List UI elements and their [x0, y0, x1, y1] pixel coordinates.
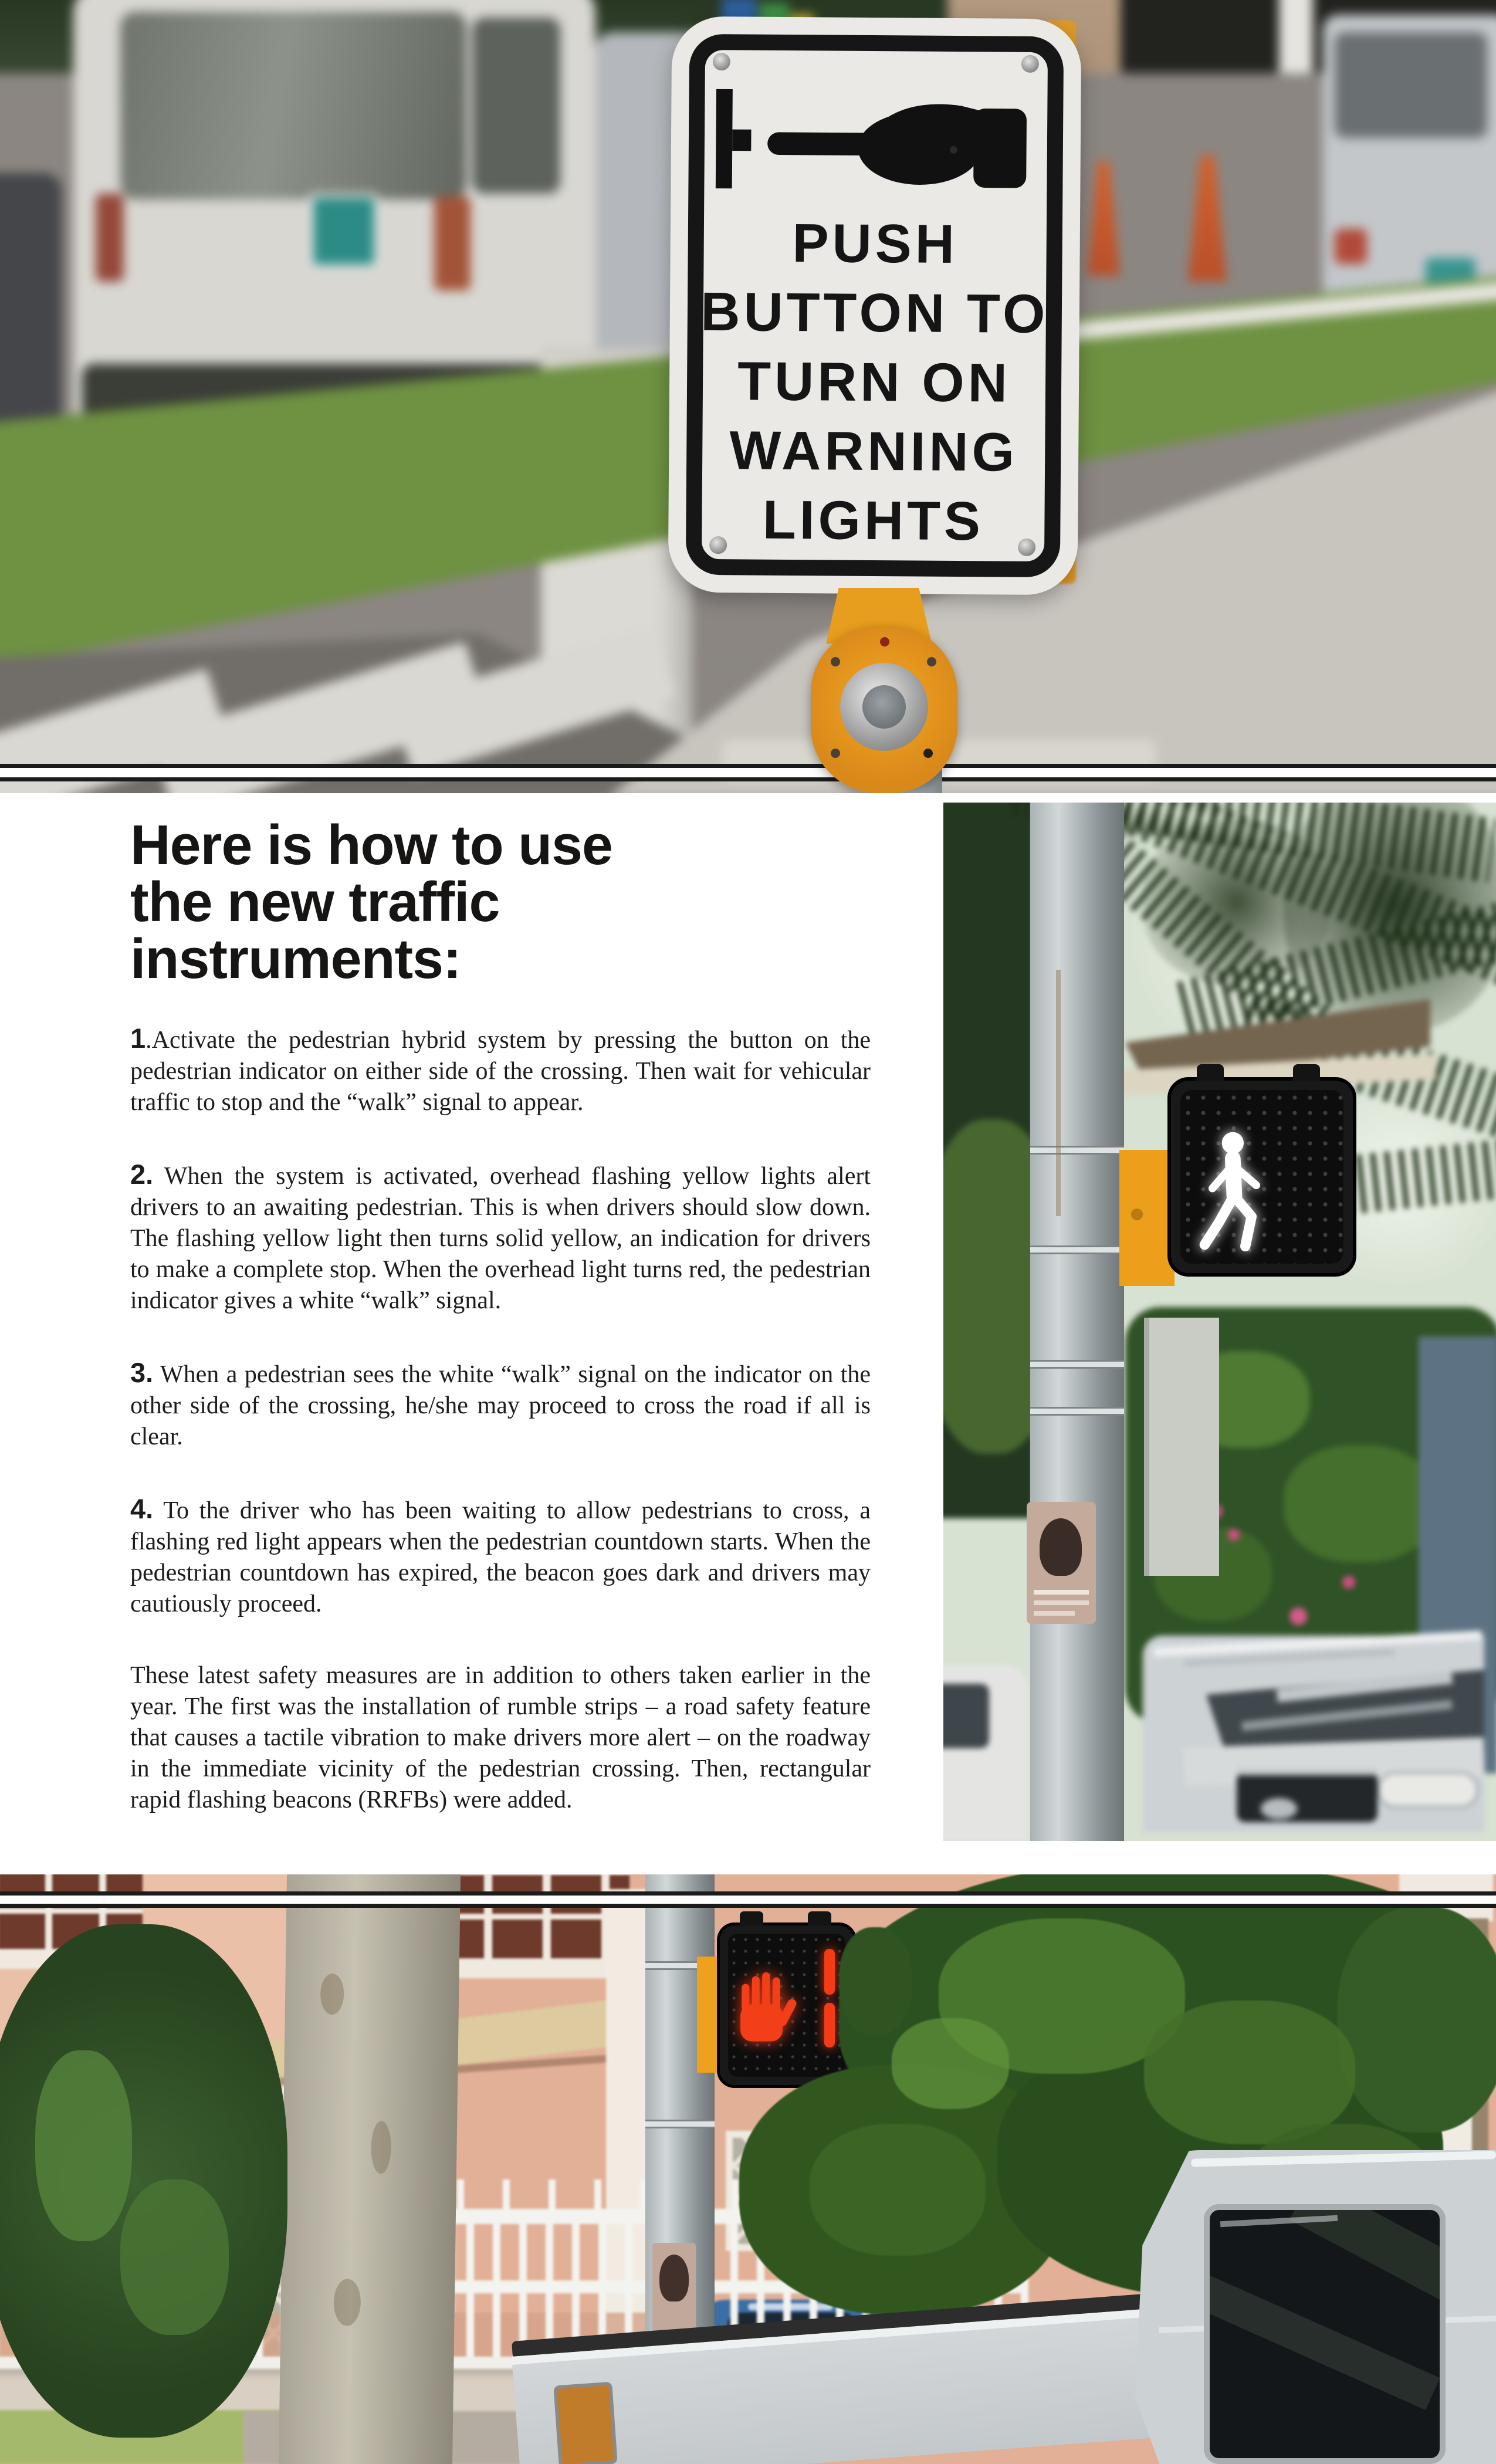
heading-line: the new traffic [130, 871, 500, 933]
push-button[interactable] [862, 685, 906, 729]
pole-clamp-band [1030, 1146, 1124, 1155]
tree-highlight [892, 2018, 1009, 2109]
white-car-edge [943, 1665, 1028, 1841]
windshield-glare [1277, 1671, 1453, 1702]
walk-photo-background [943, 803, 1496, 1841]
window-reflection [1289, 2204, 1446, 2336]
step-text: To the driver who has been waiting to allow pedestrians to cross, a flashing red light appears when the pedestrian countdown starts. When the pedestrian countdown has expired, the beacon goes dark and drivers may cautiously proceed. [130, 1497, 871, 1617]
bush-highlight [120, 2179, 229, 2335]
car-window [1335, 32, 1487, 138]
tree-sprig [839, 1927, 912, 2036]
pole-rust-streak [1056, 970, 1061, 1216]
hyundai-suv [1143, 1636, 1484, 1832]
sticker-figure [1040, 1518, 1082, 1576]
push-button-housing[interactable] [811, 627, 957, 793]
signal-bracket-yellow [1119, 1150, 1175, 1286]
car-light-red [1335, 229, 1367, 264]
tree-trunk-large [279, 1874, 461, 2464]
step-number: 2. [130, 1159, 154, 1190]
tree-canopy [1338, 1907, 1496, 2133]
pole-sticker-poster [1027, 1502, 1096, 1624]
pink-flower [1228, 1529, 1240, 1541]
truck-rear-window [1204, 2204, 1446, 2464]
walk-signal-housing [1167, 1077, 1356, 1277]
pole-clamp-band [1030, 1407, 1124, 1416]
suv-side-window [472, 18, 560, 194]
heading-line: Here is how to use [130, 814, 612, 876]
housing-screw [927, 657, 936, 666]
step-text: When the system is activated, overhead flashing yellow lights alert drivers to an awaiting pedestrian. This is when drivers should slow down. The flashing yellow light then turns solid yellow, an indication for drivers to make a complete stop. When the overhead light turns red, the pedestrian indicator gives a white “walk” signal. [130, 1163, 871, 1314]
pole-clamp-band [645, 2120, 715, 2128]
hand-pointing-icon [706, 74, 1035, 208]
suv-taillight [96, 194, 124, 282]
sign-line: PUSH [792, 212, 959, 275]
suv-headlight [1377, 1772, 1478, 1808]
sign-line: WARNING [729, 419, 1018, 483]
hyundai-logo [1260, 1798, 1298, 1820]
step-text: .Activate the pedestrian hybrid system by pressing the button on the pedestrian indicator on either side of the crossing. Then wait for vehicular traffic to stop and the “walk” signal to appear. [130, 1027, 871, 1116]
step-4 [130, 1493, 871, 1620]
section-divider [0, 764, 1496, 781]
walk-signal-photo [943, 803, 1496, 1841]
trunk-blotch [371, 2121, 391, 2174]
sign-screw [713, 53, 730, 70]
pole-clamp-band [1030, 1360, 1124, 1369]
heading-line: instruments: [130, 928, 461, 990]
step-number: 4. [130, 1493, 154, 1524]
sticker-figure [659, 2255, 689, 2301]
push-button-sign [668, 16, 1082, 595]
sign-line: TURN ON [737, 350, 1011, 414]
step-2 [130, 1159, 871, 1316]
window-reflection [1204, 2268, 1440, 2410]
suv-rear-window [120, 12, 466, 199]
pink-flower [1289, 1607, 1307, 1625]
dont-walk-signal-photo [0, 1874, 1496, 2464]
step-1 [130, 1023, 871, 1118]
suv-taillight [434, 197, 471, 290]
step-number: 1 [130, 1023, 146, 1054]
bush-highlight [35, 2050, 132, 2241]
step-number: 3. [130, 1357, 154, 1388]
cab-roof-highlight [1191, 2151, 1496, 2167]
article-column [130, 814, 871, 1856]
windshield-glare [1241, 1700, 1453, 1731]
walk-symbol-icon [1187, 1126, 1281, 1261]
section-divider [0, 1891, 1496, 1908]
car-window [943, 1684, 989, 1748]
license-plate-teal [309, 194, 378, 269]
truck-taillight-amber [553, 2382, 618, 2464]
grille-chrome-bar [1237, 1768, 1377, 1775]
top-photo-push-button-sign [0, 0, 1496, 793]
sign-text [668, 208, 1080, 557]
button-indicator-red [880, 637, 889, 647]
bush-highlight [1284, 1445, 1436, 1562]
signal-pole [1030, 803, 1124, 1841]
trunk-blotch [333, 2279, 361, 2326]
closing-paragraph: These latest safety measures are in addition to others taken earlier in the year. The first was the installation of rumble strips – a road safety feature that causes a tactile vibration to make drivers more alert – on the roadway in the immediate vicinity of the pedestrian crossing. Then, rectangular rapid flashing beacons (RRFBs) were added. [130, 1662, 871, 1813]
signal-mount-tab [1197, 1064, 1224, 1081]
article-heading [130, 814, 863, 990]
sticker-text-smudge [1034, 1611, 1075, 1616]
step-text: When a pedestrian sees the white “walk” signal on the indicator on the other side of the crossing, he/she may proceed to cross the road if all is clear. [130, 1361, 871, 1450]
sign-line: LIGHTS [762, 489, 984, 552]
step-3 [130, 1357, 871, 1453]
pole-clamp-band [1030, 1245, 1124, 1254]
sign-screw [1021, 55, 1039, 73]
housing-screw [831, 749, 840, 758]
housing-screw [831, 657, 840, 666]
tree-highlight [810, 2124, 986, 2256]
sticker-text-smudge [1034, 1590, 1089, 1595]
bracket-bolt [1131, 1209, 1143, 1220]
sticker-text-smudge [1034, 1600, 1089, 1605]
pink-flower [1342, 1576, 1355, 1589]
trunk-blotch [320, 1974, 344, 2015]
housing-screw [923, 749, 933, 758]
utility-box [1144, 1318, 1219, 1576]
sign-line: BUTTON TO [700, 280, 1049, 345]
tree-highlight [1144, 2001, 1355, 2144]
signal-mount-tab [1293, 1064, 1320, 1081]
suv-grille [1237, 1772, 1377, 1822]
